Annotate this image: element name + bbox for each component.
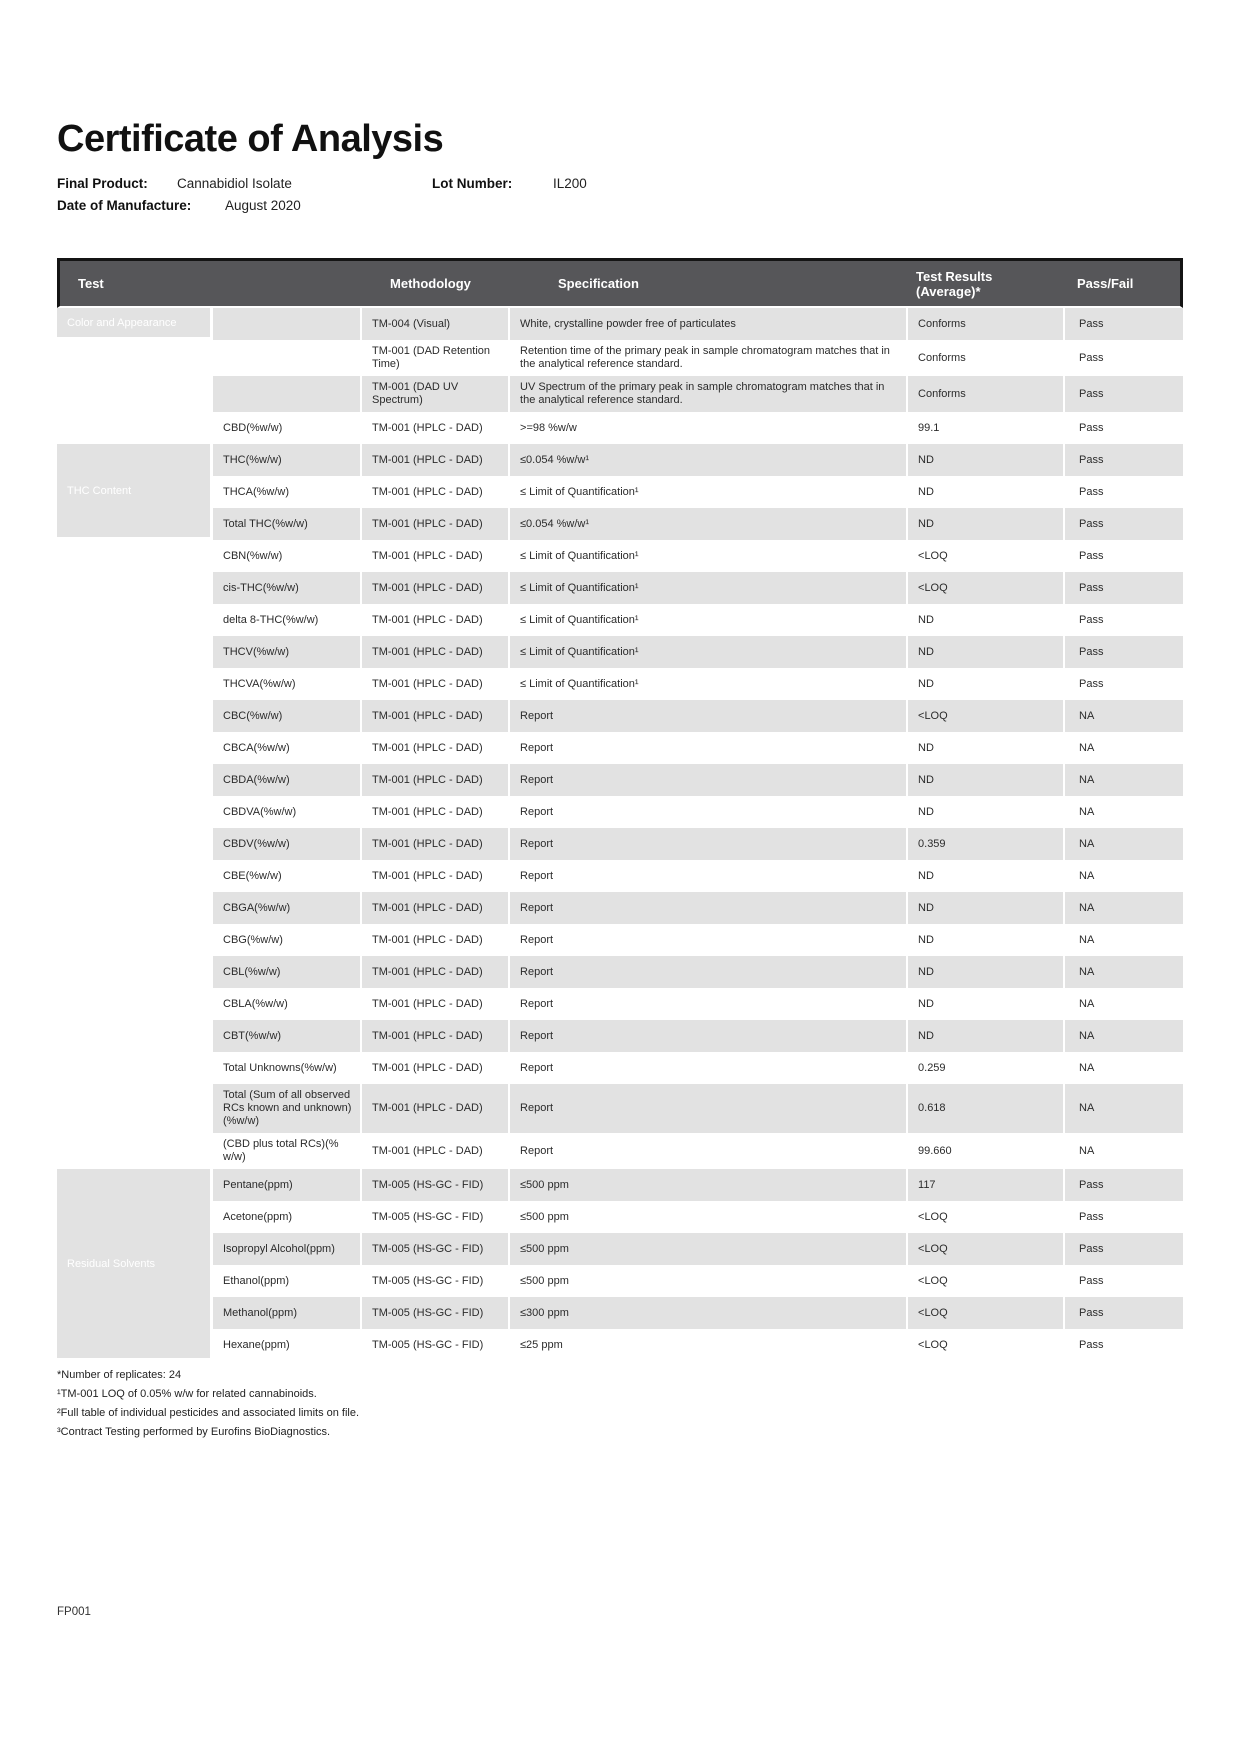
methodology-cell: TM-001 (HPLC - DAD) bbox=[360, 956, 508, 988]
table-row bbox=[57, 1265, 1183, 1297]
specification-cell: >=98 %w/w bbox=[508, 412, 906, 444]
test-category-cell: Color and Appearance bbox=[57, 308, 210, 340]
specification-cell: ≤ Limit of Quantification¹ bbox=[508, 604, 906, 636]
specification-cell: Report bbox=[508, 1084, 906, 1133]
pass-fail-cell: NA bbox=[1063, 892, 1183, 924]
meta-line-1 bbox=[57, 176, 1183, 198]
methodology-cell: TM-001 (HPLC - DAD) bbox=[360, 892, 508, 924]
analyte-cell: CBGA(%w/w) bbox=[210, 892, 360, 924]
table-row bbox=[57, 1133, 1183, 1169]
specification-cell: ≤ Limit of Quantification¹ bbox=[508, 476, 906, 508]
analyte-cell: Total Unknowns(%w/w) bbox=[210, 1052, 360, 1084]
methodology-cell: TM-001 (HPLC - DAD) bbox=[360, 796, 508, 828]
methodology-cell: TM-005 (HS-GC - FID) bbox=[360, 1297, 508, 1329]
analyte-cell: Acetone(ppm) bbox=[210, 1201, 360, 1233]
methodology-cell: TM-005 (HS-GC - FID) bbox=[360, 1233, 508, 1265]
methodology-cell: TM-001 (HPLC - DAD) bbox=[360, 540, 508, 572]
specification-cell: Report bbox=[508, 732, 906, 764]
meta-line-2 bbox=[57, 198, 1183, 220]
methodology-cell: TM-001 (HPLC - DAD) bbox=[360, 764, 508, 796]
methodology-cell: TM-001 (HPLC - DAD) bbox=[360, 1052, 508, 1084]
result-cell: ND bbox=[906, 476, 1063, 508]
analyte-cell: CBLA(%w/w) bbox=[210, 988, 360, 1020]
pass-fail-cell: Pass bbox=[1063, 376, 1183, 412]
specification-cell: White, crystalline powder free of particulates bbox=[508, 308, 906, 340]
analyte-cell: CBT(%w/w) bbox=[210, 1020, 360, 1052]
methodology-cell: TM-001 (HPLC - DAD) bbox=[360, 1133, 508, 1169]
specification-cell: UV Spectrum of the primary peak in sample chromatogram matches that in the analytical reference standard. bbox=[508, 376, 906, 412]
table-row bbox=[57, 308, 1183, 340]
result-cell: Conforms bbox=[906, 376, 1063, 412]
methodology-cell: TM-001 (HPLC - DAD) bbox=[360, 508, 508, 540]
methodology-cell: TM-005 (HS-GC - FID) bbox=[360, 1169, 508, 1201]
pass-fail-cell: Pass bbox=[1063, 1297, 1183, 1329]
result-cell: ND bbox=[906, 892, 1063, 924]
pass-fail-cell: Pass bbox=[1063, 540, 1183, 572]
result-cell: ND bbox=[906, 924, 1063, 956]
analyte-cell: Ethanol(ppm) bbox=[210, 1265, 360, 1297]
methodology-cell: TM-001 (HPLC - DAD) bbox=[360, 732, 508, 764]
test-category-cell: THC Content bbox=[57, 444, 210, 540]
pass-fail-cell: NA bbox=[1063, 796, 1183, 828]
methodology-cell: TM-001 (HPLC - DAD) bbox=[360, 924, 508, 956]
pass-fail-cell: Pass bbox=[1063, 508, 1183, 540]
analyte-cell: Hexane(ppm) bbox=[210, 1329, 360, 1361]
footnote-loq: ¹TM-001 LOQ of 0.05% w/w for related cannabinoids. bbox=[57, 1388, 317, 1400]
result-cell: <LOQ bbox=[906, 1265, 1063, 1297]
table-row bbox=[57, 668, 1183, 700]
results-table-header bbox=[57, 258, 1183, 308]
specification-cell: ≤ Limit of Quantification¹ bbox=[508, 668, 906, 700]
analyte-cell: CBD(%w/w) bbox=[210, 412, 360, 444]
table-row bbox=[57, 1052, 1183, 1084]
methodology-cell: TM-001 (HPLC - DAD) bbox=[360, 1020, 508, 1052]
pass-fail-cell: NA bbox=[1063, 700, 1183, 732]
pass-fail-cell: Pass bbox=[1063, 1201, 1183, 1233]
pass-fail-cell: Pass bbox=[1063, 1265, 1183, 1297]
table-row bbox=[57, 376, 1183, 412]
results-table-body bbox=[57, 308, 1183, 1361]
result-cell: 0.259 bbox=[906, 1052, 1063, 1084]
pass-fail-cell: NA bbox=[1063, 1020, 1183, 1052]
test-category-cell: CBD Potency bbox=[57, 412, 210, 444]
analyte-cell: Pentane(ppm) bbox=[210, 1169, 360, 1201]
methodology-cell: TM-005 (HS-GC - FID) bbox=[360, 1265, 508, 1297]
specification-cell: Report bbox=[508, 924, 906, 956]
specification-cell: Retention time of the primary peak in sample chromatogram matches that in the analytical reference standard. bbox=[508, 340, 906, 376]
methodology-cell: TM-005 (HS-GC - FID) bbox=[360, 1329, 508, 1361]
column-header-test-results: Test Results (Average)* bbox=[906, 258, 1063, 308]
result-cell: ND bbox=[906, 636, 1063, 668]
result-cell: ND bbox=[906, 764, 1063, 796]
table-row bbox=[57, 1297, 1183, 1329]
analyte-cell: THC(%w/w) bbox=[210, 444, 360, 476]
footnotes bbox=[57, 1369, 1183, 1438]
table-row bbox=[57, 1233, 1183, 1265]
specification-cell: ≤ Limit of Quantification¹ bbox=[508, 540, 906, 572]
pass-fail-cell: Pass bbox=[1063, 340, 1183, 376]
methodology-cell: TM-001 (HPLC - DAD) bbox=[360, 476, 508, 508]
methodology-cell: TM-001 (HPLC - DAD) bbox=[360, 572, 508, 604]
methodology-cell: TM-001 (HPLC - DAD) bbox=[360, 412, 508, 444]
table-row bbox=[57, 700, 1183, 732]
pass-fail-cell: Pass bbox=[1063, 412, 1183, 444]
result-cell: ND bbox=[906, 988, 1063, 1020]
header-row bbox=[57, 258, 1183, 308]
test-category-cell: Residual Solvents bbox=[57, 1169, 210, 1361]
pass-fail-cell: NA bbox=[1063, 924, 1183, 956]
table-row bbox=[57, 1169, 1183, 1201]
result-cell: ND bbox=[906, 444, 1063, 476]
analyte-cell: CBL(%w/w) bbox=[210, 956, 360, 988]
date-of-manufacture-value: August 2020 bbox=[225, 198, 301, 213]
document-meta bbox=[57, 176, 1183, 220]
page-title: Certificate of Analysis bbox=[57, 118, 444, 160]
table-row bbox=[57, 1329, 1183, 1361]
pass-fail-cell: Pass bbox=[1063, 636, 1183, 668]
specification-cell: Report bbox=[508, 892, 906, 924]
pass-fail-cell: Pass bbox=[1063, 308, 1183, 340]
analyte-cell: Methanol(ppm) bbox=[210, 1297, 360, 1329]
table-row bbox=[57, 444, 1183, 476]
column-header-specification: Specification bbox=[508, 258, 906, 308]
pass-fail-cell: NA bbox=[1063, 764, 1183, 796]
table-row bbox=[57, 1020, 1183, 1052]
pass-fail-cell: Pass bbox=[1063, 1329, 1183, 1361]
result-cell: 99.1 bbox=[906, 412, 1063, 444]
specification-cell: Report bbox=[508, 1020, 906, 1052]
specification-cell: Report bbox=[508, 860, 906, 892]
column-header-pass-fail: Pass/Fail bbox=[1063, 258, 1183, 308]
specification-cell: ≤25 ppm bbox=[508, 1329, 906, 1361]
methodology-cell: TM-001 (HPLC - DAD) bbox=[360, 700, 508, 732]
table-row bbox=[57, 1201, 1183, 1233]
analyte-cell bbox=[210, 340, 360, 376]
analyte-cell bbox=[210, 376, 360, 412]
result-cell: 0.618 bbox=[906, 1084, 1063, 1133]
analyte-cell: (CBD plus total RCs)(% w/w) bbox=[210, 1133, 360, 1169]
column-header-methodology: Methodology bbox=[360, 258, 508, 308]
table-row bbox=[57, 924, 1183, 956]
table-row bbox=[57, 860, 1183, 892]
table-row bbox=[57, 828, 1183, 860]
test-category-cell: Related Cannabinoid Content bbox=[57, 540, 210, 1133]
result-cell: Conforms bbox=[906, 340, 1063, 376]
methodology-cell: TM-005 (HS-GC - FID) bbox=[360, 1201, 508, 1233]
methodology-cell: TM-001 (DAD UV Spectrum) bbox=[360, 376, 508, 412]
analyte-cell: CBE(%w/w) bbox=[210, 860, 360, 892]
methodology-cell: TM-001 (HPLC - DAD) bbox=[360, 988, 508, 1020]
analyte-cell: THCV(%w/w) bbox=[210, 636, 360, 668]
table-row bbox=[57, 340, 1183, 376]
analyte-cell: CBDVA(%w/w) bbox=[210, 796, 360, 828]
specification-cell: ≤500 ppm bbox=[508, 1233, 906, 1265]
table-row bbox=[57, 988, 1183, 1020]
table-row bbox=[57, 508, 1183, 540]
methodology-cell: TM-004 (Visual) bbox=[360, 308, 508, 340]
results-table bbox=[57, 258, 1183, 1361]
pass-fail-cell: NA bbox=[1063, 828, 1183, 860]
specification-cell: ≤500 ppm bbox=[508, 1201, 906, 1233]
result-cell: <LOQ bbox=[906, 540, 1063, 572]
pass-fail-cell: Pass bbox=[1063, 604, 1183, 636]
result-cell: ND bbox=[906, 796, 1063, 828]
pass-fail-cell: NA bbox=[1063, 988, 1183, 1020]
result-cell: ND bbox=[906, 1020, 1063, 1052]
table-row bbox=[57, 636, 1183, 668]
final-product-label: Final Product: bbox=[57, 176, 148, 191]
specification-cell: Report bbox=[508, 764, 906, 796]
analyte-cell: THCA(%w/w) bbox=[210, 476, 360, 508]
result-cell: ND bbox=[906, 668, 1063, 700]
table-row bbox=[57, 956, 1183, 988]
result-cell: <LOQ bbox=[906, 1233, 1063, 1265]
methodology-cell: TM-001 (HPLC - DAD) bbox=[360, 1084, 508, 1133]
methodology-cell: TM-001 (HPLC - DAD) bbox=[360, 444, 508, 476]
pass-fail-cell: NA bbox=[1063, 1084, 1183, 1133]
result-cell: <LOQ bbox=[906, 1329, 1063, 1361]
result-cell: ND bbox=[906, 956, 1063, 988]
table-row bbox=[57, 796, 1183, 828]
specification-cell: ≤0.054 %w/w¹ bbox=[508, 444, 906, 476]
analyte-cell: CBC(%w/w) bbox=[210, 700, 360, 732]
specification-cell: ≤500 ppm bbox=[508, 1169, 906, 1201]
methodology-cell: TM-001 (HPLC - DAD) bbox=[360, 828, 508, 860]
table-row bbox=[57, 1084, 1183, 1133]
pass-fail-cell: Pass bbox=[1063, 444, 1183, 476]
test-category-cell: Total Cannabinoids bbox=[57, 1133, 210, 1169]
result-cell: 99.660 bbox=[906, 1133, 1063, 1169]
specification-cell: ≤500 ppm bbox=[508, 1265, 906, 1297]
pass-fail-cell: Pass bbox=[1063, 572, 1183, 604]
analyte-cell bbox=[210, 308, 360, 340]
analyte-cell: CBDA(%w/w) bbox=[210, 764, 360, 796]
footnote-contract: ³Contract Testing performed by Eurofins BioDiagnostics. bbox=[57, 1426, 331, 1438]
table-row bbox=[57, 892, 1183, 924]
column-header-test: Test bbox=[57, 258, 360, 308]
specification-cell: Report bbox=[508, 828, 906, 860]
pass-fail-cell: Pass bbox=[1063, 1169, 1183, 1201]
specification-cell: Report bbox=[508, 988, 906, 1020]
result-cell: <LOQ bbox=[906, 700, 1063, 732]
pass-fail-cell: Pass bbox=[1063, 476, 1183, 508]
test-category-cell: Cannabidiol Identification bbox=[57, 340, 210, 412]
methodology-cell: TM-001 (HPLC - DAD) bbox=[360, 860, 508, 892]
result-cell: <LOQ bbox=[906, 572, 1063, 604]
lot-number-value: IL200 bbox=[553, 176, 587, 191]
analyte-cell: THCVA(%w/w) bbox=[210, 668, 360, 700]
pass-fail-cell: NA bbox=[1063, 732, 1183, 764]
analyte-cell: delta 8-THC(%w/w) bbox=[210, 604, 360, 636]
specification-cell: Report bbox=[508, 1133, 906, 1169]
specification-cell: ≤300 ppm bbox=[508, 1297, 906, 1329]
table-row bbox=[57, 764, 1183, 796]
analyte-cell: Isopropyl Alcohol(ppm) bbox=[210, 1233, 360, 1265]
analyte-cell: Total (Sum of all observed RCs known and unknown) (%w/w) bbox=[210, 1084, 360, 1133]
methodology-cell: TM-001 (HPLC - DAD) bbox=[360, 636, 508, 668]
table-row bbox=[57, 732, 1183, 764]
analyte-cell: CBDV(%w/w) bbox=[210, 828, 360, 860]
analyte-cell: CBG(%w/w) bbox=[210, 924, 360, 956]
analyte-cell: CBCA(%w/w) bbox=[210, 732, 360, 764]
result-cell: 0.359 bbox=[906, 828, 1063, 860]
pass-fail-cell: Pass bbox=[1063, 668, 1183, 700]
final-product-value: Cannabidiol Isolate bbox=[177, 176, 292, 191]
lot-number-label: Lot Number: bbox=[432, 176, 513, 191]
methodology-cell: TM-001 (HPLC - DAD) bbox=[360, 668, 508, 700]
pass-fail-cell: NA bbox=[1063, 1052, 1183, 1084]
result-cell: <LOQ bbox=[906, 1201, 1063, 1233]
table-row bbox=[57, 476, 1183, 508]
result-cell: Conforms bbox=[906, 308, 1063, 340]
footnote-replicates: *Number of replicates: 24 bbox=[57, 1369, 182, 1381]
result-cell: ND bbox=[906, 604, 1063, 636]
pass-fail-cell: NA bbox=[1063, 860, 1183, 892]
analyte-cell: Total THC(%w/w) bbox=[210, 508, 360, 540]
methodology-cell: TM-001 (HPLC - DAD) bbox=[360, 604, 508, 636]
result-cell: ND bbox=[906, 732, 1063, 764]
specification-cell: Report bbox=[508, 956, 906, 988]
table-row bbox=[57, 412, 1183, 444]
methodology-cell: TM-001 (DAD Retention Time) bbox=[360, 340, 508, 376]
date-of-manufacture-label: Date of Manufacture: bbox=[57, 198, 192, 213]
table-row bbox=[57, 572, 1183, 604]
pass-fail-cell: Pass bbox=[1063, 1233, 1183, 1265]
analyte-cell: cis-THC(%w/w) bbox=[210, 572, 360, 604]
footnote-pesticides: ²Full table of individual pesticides and associated limits on file. bbox=[57, 1407, 360, 1419]
specification-cell: ≤ Limit of Quantification¹ bbox=[508, 636, 906, 668]
specification-cell: ≤0.054 %w/w¹ bbox=[508, 508, 906, 540]
result-cell: ND bbox=[906, 860, 1063, 892]
table-row bbox=[57, 540, 1183, 572]
pass-fail-cell: NA bbox=[1063, 956, 1183, 988]
specification-cell: Report bbox=[508, 1052, 906, 1084]
specification-cell: Report bbox=[508, 796, 906, 828]
result-cell: 117 bbox=[906, 1169, 1063, 1201]
specification-cell: ≤ Limit of Quantification¹ bbox=[508, 572, 906, 604]
result-cell: <LOQ bbox=[906, 1297, 1063, 1329]
table-row bbox=[57, 604, 1183, 636]
pass-fail-cell: NA bbox=[1063, 1133, 1183, 1169]
form-code: FP001 bbox=[57, 1606, 91, 1618]
analyte-cell: CBN(%w/w) bbox=[210, 540, 360, 572]
specification-cell: Report bbox=[508, 700, 906, 732]
result-cell: ND bbox=[906, 508, 1063, 540]
